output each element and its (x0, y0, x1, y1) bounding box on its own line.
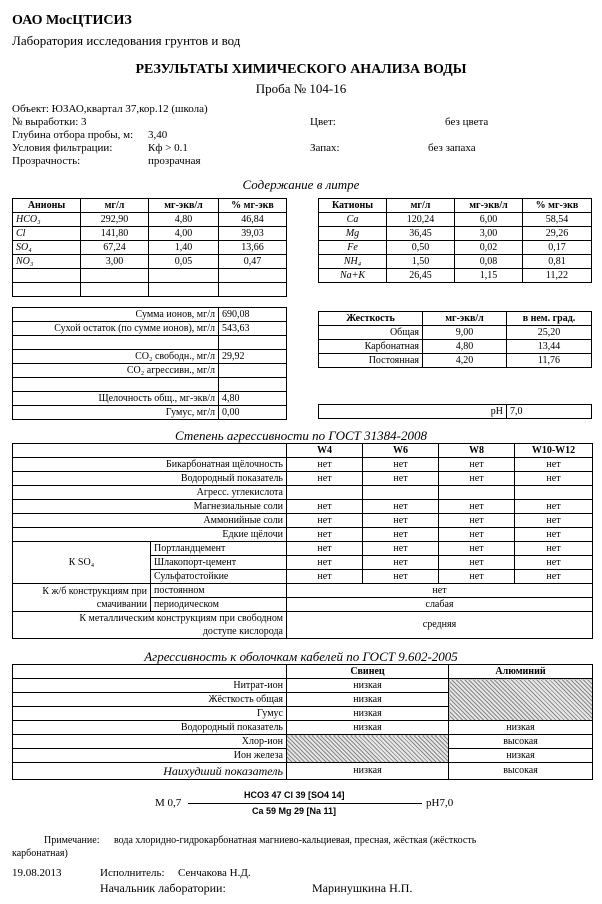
hardness-header: в нем. град. (507, 312, 592, 326)
table-row (13, 472, 593, 486)
depth-label: Глубина отбора пробы, м: (12, 129, 134, 141)
rc-periodic-value: слабая (287, 598, 593, 612)
summary-value: 543,63 (219, 322, 287, 336)
table-cell (219, 283, 287, 297)
table-cell: 26,45 (387, 269, 455, 283)
note-label: Примечание: (44, 835, 100, 846)
org-name: ОАО МосЦТИСИЗ (12, 13, 132, 28)
table-row (13, 283, 287, 297)
table-cell (287, 486, 363, 500)
table-cell: низкая (287, 693, 449, 707)
cable-label: Нитрат-ион (13, 679, 287, 693)
table-cell: 29,26 (523, 227, 592, 241)
table-cell (515, 486, 593, 500)
summary-label: CO₂ свободн., мг/л (13, 350, 219, 364)
report-title: РЕЗУЛЬТАТЫ ХИМИЧЕСКОГО АНАЛИЗА ВОДЫ (135, 62, 467, 77)
table-cell: нет (439, 542, 515, 556)
table-cell: 0,08 (455, 255, 523, 269)
transparency-label: Прозрачность: (12, 155, 81, 167)
table-row (319, 405, 592, 419)
ph-table (318, 404, 592, 419)
table-cell: 1,40 (149, 241, 219, 255)
cement-label: Портландцемент (151, 542, 287, 556)
table-cell: 0,17 (523, 241, 592, 255)
table-cell (81, 269, 149, 283)
table-cell: нет (363, 472, 439, 486)
table-cell: 9,00 (423, 326, 507, 340)
aggressiveness-table (12, 443, 593, 639)
boring-line: № выработки: 3 (12, 116, 87, 128)
table-row (319, 241, 592, 255)
rc-constant-value: нет (287, 584, 593, 598)
hardness-header-row (319, 312, 592, 326)
table-cell: 3,00 (81, 255, 149, 269)
aggressiveness-section-title: Степень агрессивности по ГОСТ 31384-2008 (175, 428, 427, 443)
formula-right: pH7,0 (426, 797, 454, 809)
table-cell: 141,80 (81, 227, 149, 241)
table-cell: 120,24 (387, 213, 455, 227)
cable-header-row (13, 665, 593, 679)
worst-label: Наихудший показатель (13, 763, 287, 780)
note-text-line-1: вода хлоридно-гидрокарбонатная магниево-кальциевая, пресная, жёсткая (жёсткость (114, 835, 477, 846)
hardness-header: Жесткость (319, 312, 423, 326)
summary-value (219, 336, 287, 350)
table-row (13, 721, 593, 735)
table-cell: 36,45 (387, 227, 455, 241)
sample-number: Проба № 104-16 (255, 81, 347, 96)
table-cell: нет (515, 458, 593, 472)
aggr-label: Бикарбонатная щёлочность (13, 458, 287, 472)
table-cell (149, 269, 219, 283)
table-row (13, 227, 287, 241)
table-cell (13, 444, 287, 458)
content-section-title: Содержание в литре (242, 177, 360, 192)
aggr-label: Магнезиальные соли (13, 500, 287, 514)
table-cell (363, 486, 439, 500)
summary-table (12, 307, 287, 420)
table-row (13, 350, 287, 364)
table-cell: 58,54 (523, 213, 592, 227)
color-value: без цвета (445, 116, 489, 128)
anions-header: % мг-экв (219, 199, 287, 213)
table-cell: низкая (449, 721, 593, 735)
summary-value: 4,80 (219, 392, 287, 406)
cation-name: Mg (319, 227, 387, 241)
cation-name: NH₄ (319, 255, 387, 269)
worst-lead: низкая (287, 763, 449, 780)
cable-label: Жёсткость общая (13, 693, 287, 707)
rc-label-line-1: К ж/б конструкциям при (42, 585, 147, 597)
table-row (13, 486, 593, 500)
cable-label: Водородный показатель (13, 721, 287, 735)
table-row (13, 679, 593, 693)
metal-label-line-1: К металлическим конструкциям при свободном (79, 613, 283, 624)
table-row (319, 340, 592, 354)
formula-numerator: HCO3 47 Cl 39 [SO4 14] (244, 790, 345, 800)
table-row (319, 326, 592, 340)
anion-name: HCO₃ (13, 213, 81, 227)
executor-name: Сенчакова Н.Д. (178, 867, 251, 879)
table-cell: 4,80 (149, 213, 219, 227)
ph-value: 7,0 (507, 405, 592, 419)
table-cell: нет (287, 472, 363, 486)
table-cell: 25,20 (507, 326, 592, 340)
summary-label: Щелочность общ., мг-экв/л (13, 392, 219, 406)
summary-label: Сумма ионов, мг/л (13, 308, 219, 322)
aggr-header-row (13, 444, 593, 458)
anion-name: Cl (13, 227, 81, 241)
depth-value: 3,40 (148, 129, 168, 141)
table-cell (81, 283, 149, 297)
cement-label: Сульфатостойкие (151, 570, 287, 584)
summary-label (13, 378, 219, 392)
color-label: Цвет: (310, 116, 336, 128)
table-cell: 1,50 (387, 255, 455, 269)
aggr-header: W8 (439, 444, 515, 458)
table-row (13, 763, 593, 780)
summary-value (219, 378, 287, 392)
cations-header: мг-экв/л (455, 199, 523, 213)
table-cell: нет (515, 570, 593, 584)
anions-table (12, 198, 287, 297)
summary-value: 29,92 (219, 350, 287, 364)
table-cell: нет (287, 556, 363, 570)
hardness-label: Общая (319, 326, 423, 340)
cation-name: Fe (319, 241, 387, 255)
smell-label: Запах: (310, 142, 340, 154)
rc-periodic-label: периодическом (151, 598, 287, 612)
table-cell: 11,22 (523, 269, 592, 283)
table-row (13, 514, 593, 528)
table-cell: 6,00 (455, 213, 523, 227)
summary-label (13, 336, 219, 350)
anions-header: мг/л (81, 199, 149, 213)
table-cell: нет (287, 514, 363, 528)
table-row (319, 213, 592, 227)
cations-header-row (319, 199, 592, 213)
hatched-cell (449, 679, 593, 721)
cable-label: Хлор-ион (13, 735, 287, 749)
table-row (13, 336, 287, 350)
cable-header: Свинец (287, 665, 449, 679)
summary-value (219, 364, 287, 378)
formula-denominator: Ca 59 Mg 29 [Na 11] (252, 806, 337, 816)
table-cell: нет (363, 556, 439, 570)
table-row (319, 354, 592, 368)
table-cell: нет (287, 458, 363, 472)
table-row (13, 378, 287, 392)
transparency-value: прозрачная (148, 155, 201, 167)
metal-value: средняя (287, 612, 593, 639)
hardness-table (318, 311, 592, 368)
object-line: Объект: ЮЗАО,квартал 37,кор.12 (школа) (12, 103, 208, 115)
table-cell: нет (363, 542, 439, 556)
ph-label: pH (319, 405, 507, 419)
table-cell (13, 665, 287, 679)
aggr-header: W4 (287, 444, 363, 458)
table-cell: нет (439, 556, 515, 570)
table-cell: нет (439, 500, 515, 514)
cation-name: Ca (319, 213, 387, 227)
cation-name: Na+K (319, 269, 387, 283)
metal-label-line-2: доступе кислорода (202, 626, 283, 637)
table-row (13, 364, 287, 378)
rc-constant-label: постоянном (151, 584, 287, 598)
report-date: 19.08.2013 (12, 867, 62, 879)
table-row (13, 213, 287, 227)
table-cell: 4,00 (149, 227, 219, 241)
table-cell: 13,44 (507, 340, 592, 354)
table-cell: 292,90 (81, 213, 149, 227)
table-cell: 1,15 (455, 269, 523, 283)
table-row (319, 255, 592, 269)
metal-label (13, 612, 287, 639)
aggr-header: W10-W12 (515, 444, 593, 458)
table-cell: 0,81 (523, 255, 592, 269)
table-cell: 4,20 (423, 354, 507, 368)
table-cell: 0,02 (455, 241, 523, 255)
filter-value: Кф > 0.1 (148, 142, 188, 154)
chief-label: Начальник лаборатории: (100, 881, 226, 895)
table-cell: нет (287, 542, 363, 556)
table-cell: 13,66 (219, 241, 287, 255)
cations-table (318, 198, 592, 283)
table-row (13, 406, 287, 420)
table-row (319, 227, 592, 241)
table-row (13, 269, 287, 283)
table-cell: нет (515, 542, 593, 556)
table-cell: 0,05 (149, 255, 219, 269)
anion-name: NO₃ (13, 255, 81, 269)
summary-label: Сухой остаток (по сумме ионов), мг/л (13, 322, 219, 336)
table-cell: нет (363, 570, 439, 584)
table-cell: 4,80 (423, 340, 507, 354)
table-cell: 0,47 (219, 255, 287, 269)
table-cell: нет (439, 570, 515, 584)
aggr-label: Агресс. углекислота (13, 486, 287, 500)
aggr-header: W6 (363, 444, 439, 458)
aggr-label: Водородный показатель (13, 472, 287, 486)
table-cell: низкая (449, 749, 593, 763)
table-row (13, 528, 593, 542)
table-row (319, 269, 592, 283)
table-row (13, 612, 593, 639)
table-cell: низкая (287, 679, 449, 693)
hardness-label: Карбонатная (319, 340, 423, 354)
table-cell (219, 269, 287, 283)
table-cell: нет (287, 500, 363, 514)
note-text-line-2: карбонатная) (12, 848, 68, 859)
table-row (13, 241, 287, 255)
formula-fraction-line (188, 803, 422, 804)
table-cell: низкая (287, 721, 449, 735)
table-row (13, 308, 287, 322)
table-cell: 39,03 (219, 227, 287, 241)
cations-header: мг/л (387, 199, 455, 213)
cable-header: Алюминий (449, 665, 593, 679)
executor-label: Исполнитель: (100, 867, 165, 879)
filter-label: Условия фильтрации: (12, 142, 113, 154)
table-cell: нет (363, 514, 439, 528)
anions-header: мг-экв/л (149, 199, 219, 213)
table-cell: нет (439, 472, 515, 486)
table-cell: нет (515, 528, 593, 542)
hardness-label: Постоянная (319, 354, 423, 368)
smell-value: без запаха (428, 142, 476, 154)
table-cell: нет (363, 500, 439, 514)
anions-header-row (13, 199, 287, 213)
table-cell: нет (515, 556, 593, 570)
summary-label: Гумус, мг/л (13, 406, 219, 420)
table-cell: нет (287, 570, 363, 584)
cable-section-title: Агрессивность к оболочкам кабелей по ГОСТ 9.602-2005 (144, 649, 458, 664)
table-cell: низкая (287, 707, 449, 721)
table-row (13, 255, 287, 269)
anion-name: SO₄ (13, 241, 81, 255)
table-cell (149, 283, 219, 297)
table-cell: нет (515, 472, 593, 486)
aggr-label: Аммонийные соли (13, 514, 287, 528)
cement-label: Шлакопорт-цемент (151, 556, 287, 570)
table-cell (439, 486, 515, 500)
hatched-cell (287, 735, 449, 763)
table-row (13, 392, 287, 406)
lab-name: Лаборатория исследования грунтов и вод (12, 33, 241, 48)
cable-label: Ион железа (13, 749, 287, 763)
table-row (13, 500, 593, 514)
cations-header: % мг-экв (523, 199, 592, 213)
summary-label: CO₂ агрессивн., мг/л (13, 364, 219, 378)
aggr-label: Едкие щёлочи (13, 528, 287, 542)
table-cell: нет (287, 528, 363, 542)
table-cell: нет (439, 528, 515, 542)
table-cell: нет (515, 514, 593, 528)
table-cell: нет (515, 500, 593, 514)
rc-label-line-2: смачивании (96, 598, 147, 610)
rc-label (13, 584, 151, 612)
table-row (13, 542, 593, 556)
table-cell: 46,84 (219, 213, 287, 227)
table-cell: 67,24 (81, 241, 149, 255)
cations-header: Катионы (319, 199, 387, 213)
cable-label: Гумус (13, 707, 287, 721)
table-cell: высокая (449, 735, 593, 749)
worst-aluminium: высокая (449, 763, 593, 780)
anions-header: Анионы (13, 199, 81, 213)
table-cell: 3,00 (455, 227, 523, 241)
so4-label: К SO₄ (13, 542, 151, 584)
table-cell: 0,50 (387, 241, 455, 255)
hardness-header: мг-экв/л (423, 312, 507, 326)
table-cell: 11,76 (507, 354, 592, 368)
table-row (13, 458, 593, 472)
cable-table (12, 664, 593, 780)
formula-left: M 0,7 (155, 797, 182, 809)
table-cell: нет (363, 458, 439, 472)
summary-value: 0,00 (219, 406, 287, 420)
table-cell (13, 269, 81, 283)
chief-name: Маринушкина Н.П. (312, 881, 413, 895)
table-cell (13, 283, 81, 297)
table-cell: нет (439, 458, 515, 472)
table-cell: нет (439, 514, 515, 528)
table-row (13, 322, 287, 336)
table-row (13, 584, 593, 598)
summary-value: 690,08 (219, 308, 287, 322)
table-row (13, 735, 593, 749)
table-cell: нет (363, 528, 439, 542)
